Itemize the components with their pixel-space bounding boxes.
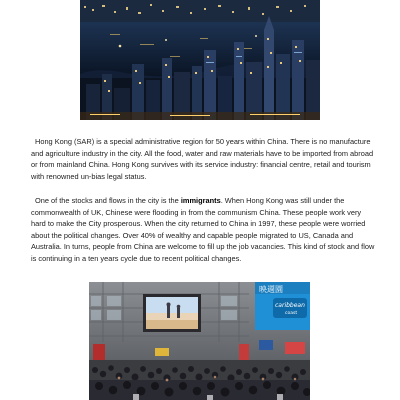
hong-kong-skyline-photo (80, 0, 320, 120)
skyline-illustration (80, 0, 320, 120)
street-illustration (89, 282, 310, 400)
article-paragraph-2 (31, 195, 376, 264)
paragraph-2-lead: One of the stocks and flows in the city is the (35, 196, 181, 205)
paragraph-2-rest: . When Hong Kong was still under the commonwealth of UK, Chinese were flooding in from the communism China. These people work very hard to make the City prosperous. When the city returned to China in 1997, these people were worried about the political changes. Over 40% of wealthy and capable people migrated to US, Canada and Australia. In turns, people from China are welcome to fill up the job vacancies. This kind of stock and flow is continuing in a ten years cycle due to recent political changes. (31, 196, 375, 263)
crowded-street-photo (89, 282, 310, 400)
article-paragraph-1: Hong Kong (SAR) is a special administrative region for 50 years within China. There is no manufacture and agriculture industry in the city. All the food, water and raw materials have to be imported from abroad or from mainland China. Hong Kong survives with its service industry: financial centre, retail and tourism with renowned un-bias legal status. (31, 137, 374, 181)
shop-sign-brand-sub: coast (285, 311, 298, 316)
shop-sign-chinese: 映週園 (259, 285, 283, 294)
shop-sign-brand: caribbean (275, 302, 305, 309)
paragraph-2-emphasis: immigrants (180, 196, 221, 205)
